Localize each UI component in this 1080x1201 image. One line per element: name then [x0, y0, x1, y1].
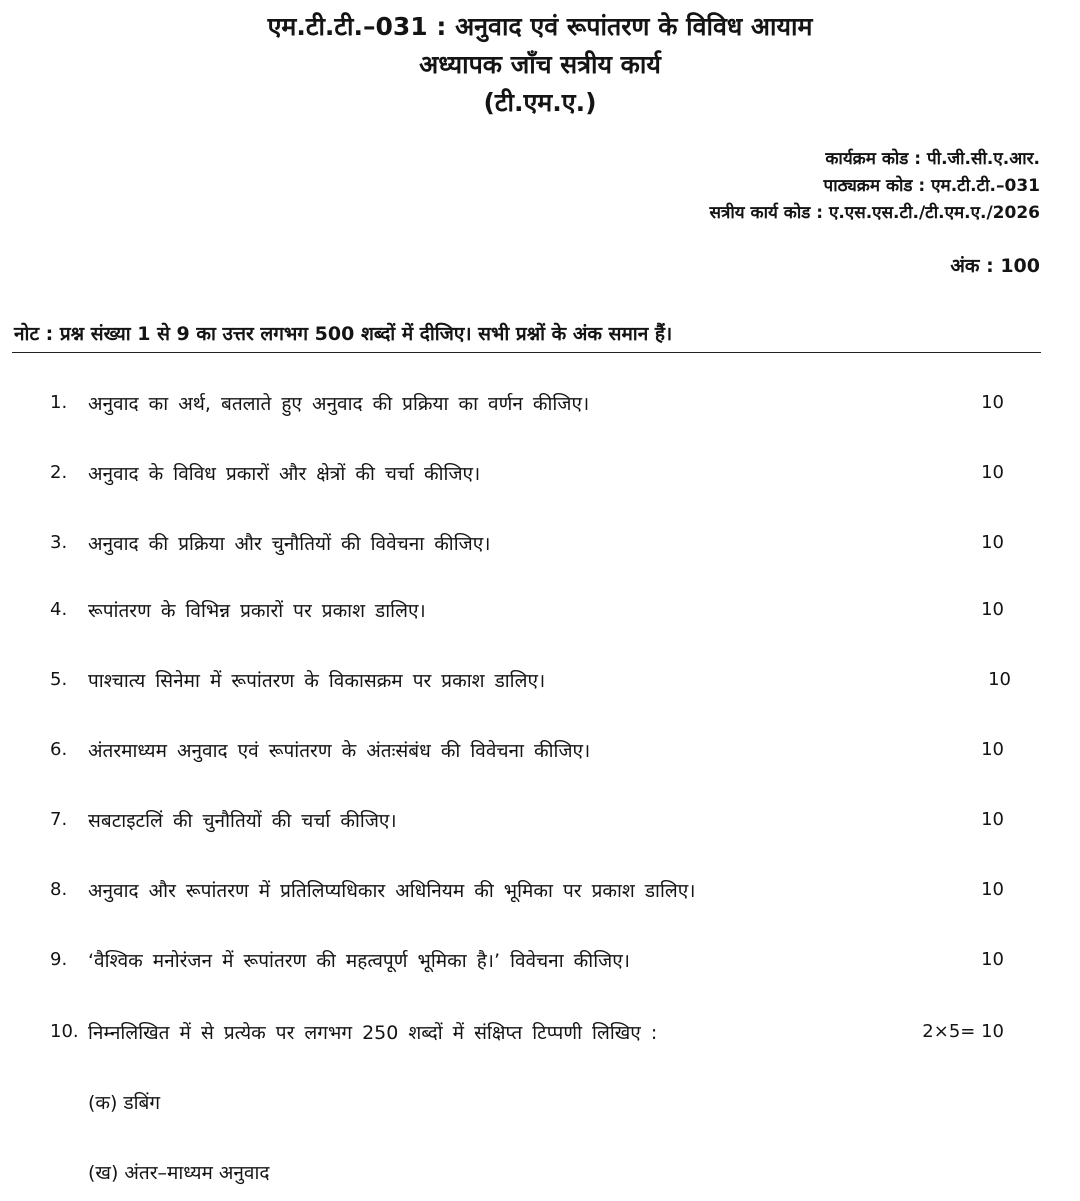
question-number: 5. [50, 669, 68, 690]
program-code: कार्यक्रम कोड : पी.जी.सी.ए.आर. [825, 149, 1040, 169]
question-number: 7. [50, 809, 68, 830]
question-text: अनुवाद का अर्थ, बतलाते हुए अनुवाद की प्रक्रिया का वर्णन कीजिए। [88, 393, 590, 415]
question-number: 4. [50, 599, 68, 620]
question-marks: 10 [981, 949, 1004, 970]
question-row [0, 386, 1080, 420]
question-number: 1. [50, 392, 68, 413]
assignment-abbreviation: (टी.एम.ए.) [483, 88, 597, 117]
question-row [0, 456, 1080, 490]
question-marks: 10 [981, 392, 1004, 413]
question-marks: 10 [981, 462, 1004, 483]
question-text: अनुवाद और रूपांतरण में प्रतिलिप्यधिकार अधिनियम की भूमिका पर प्रकाश डालिए। [88, 880, 696, 902]
question-row [0, 803, 1080, 837]
sub-question-kha: (ख) अंतर–माध्यम अनुवाद [88, 1162, 270, 1184]
question-row [0, 943, 1080, 977]
question-marks: 10 [981, 809, 1004, 830]
question-row [0, 526, 1080, 560]
question-marks: 2×5= 10 [922, 1021, 1004, 1042]
question-marks: 10 [988, 669, 1011, 690]
question-row [0, 663, 1080, 697]
code-block [709, 146, 1040, 227]
question-text: अंतरमाध्यम अनुवाद एवं रूपांतरण के अंतःसंबंध की विवेचना कीजिए। [88, 740, 591, 762]
question-text: अनुवाद की प्रक्रिया और चुनौतियों की विवेचना कीजिए। [88, 533, 491, 555]
question-text: सबटाइटलिं की चुनौतियों की चर्चा कीजिए। [88, 810, 397, 832]
question-row [0, 733, 1080, 767]
question-marks: 10 [981, 532, 1004, 553]
question-row [0, 873, 1080, 907]
question-text: रूपांतरण के विभिन्न प्रकारों पर प्रकाश डालिए। [88, 600, 426, 622]
course-title: एम.टी.टी.–031 : अनुवाद एवं रूपांतरण के विविध आयाम [267, 12, 813, 41]
question-number: 10. [50, 1021, 79, 1042]
question-marks: 10 [981, 599, 1004, 620]
question-row [0, 593, 1080, 627]
assignment-code: सत्रीय कार्य कोड : ए.एस.एस.टी./टी.एम.ए./2026 [709, 203, 1040, 223]
question-number: 3. [50, 532, 68, 553]
total-marks: अंक : 100 [950, 255, 1040, 277]
sub-question-ka: (क) डबिंग [88, 1092, 161, 1114]
question-marks: 10 [981, 879, 1004, 900]
question-marks: 10 [981, 739, 1004, 760]
question-number: 2. [50, 462, 68, 483]
course-code: पाठ्यक्रम कोड : एम.टी.टी.–031 [823, 176, 1040, 196]
question-text: ‘वैश्विक मनोरंजन में रूपांतरण की महत्वपूर्ण भूमिका है।’ विवेचना कीजिए। [88, 950, 630, 972]
question-text: पाश्चात्य सिनेमा में रूपांतरण के विकासक्रम पर प्रकाश डालिए। [88, 670, 546, 692]
document-header [0, 8, 1080, 122]
note-divider [12, 352, 1041, 353]
question-text: निम्नलिखित में से प्रत्येक पर लगभग 250 शब्दों में संक्षिप्त टिप्पणी लिखिए : [88, 1022, 658, 1044]
question-row [0, 1015, 1080, 1049]
question-text: अनुवाद के विविध प्रकारों और क्षेत्रों की चर्चा कीजिए। [88, 463, 481, 485]
question-number: 6. [50, 739, 68, 760]
instruction-note: नोट : प्रश्न संख्या 1 से 9 का उत्तर लगभग 500 शब्दों में दीजिए। सभी प्रश्नों के अंक समान हैं। [14, 323, 673, 345]
assignment-subtitle: अध्यापक जाँच सत्रीय कार्य [419, 50, 661, 79]
question-number: 8. [50, 879, 68, 900]
question-number: 9. [50, 949, 68, 970]
